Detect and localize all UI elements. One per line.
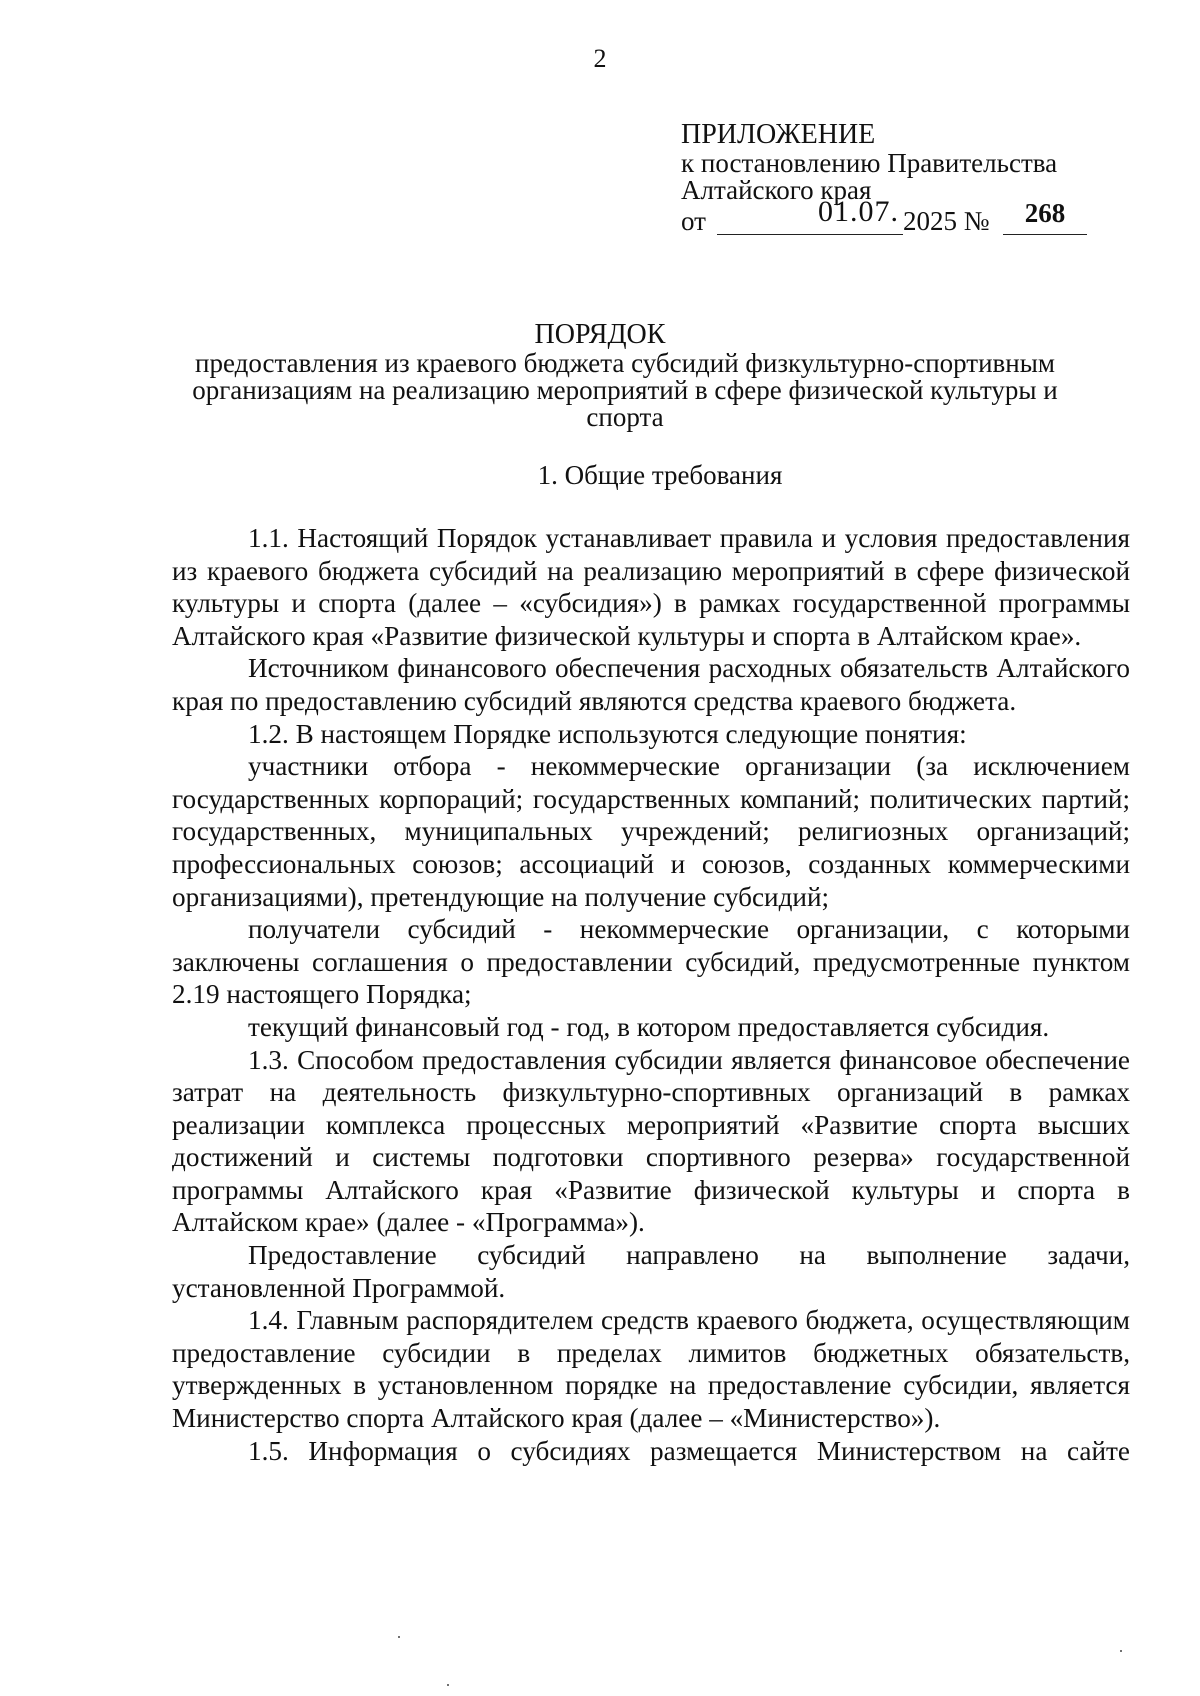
scan-speck: [447, 1684, 449, 1686]
paragraph: получатели субсидий - некоммерческие организации, с которыми заключены соглашения о предоставлении субсидий, предусмотренные пунктом 2.19 настоящего Порядка;: [172, 914, 1130, 1010]
paragraph: 1.3. Способом предоставления субсидии является финансовое обеспечение затрат на деятельность физкультурно-спортивных организаций в рамках реализации комплекса процессных мероприятий «Развитие спорта высших достижений и системы подготовки спортивного резерва» государственной программы Алтайского края «Развитие физической культуры и спорта в Алтайском крае» (далее - «Программа»).: [172, 1044, 1130, 1238]
number-field: [1003, 198, 1087, 235]
date-field: [717, 195, 903, 235]
appendix-title: ПРИЛОЖЕНИЕ: [681, 119, 876, 150]
page-number: 2: [593, 44, 607, 73]
scan-speck: [398, 1636, 400, 1638]
document-subtitle: предоставления из краевого бюджета субсидий физкультурно-спортивным организациям на реализацию мероприятий в сфере физической культуры и спорта: [192, 348, 1058, 432]
paragraph: 1.4. Главным распорядителем средств краевого бюджета, осуществляющим предоставление субсидии в пределах лимитов бюджетных обязательств, утвержденных в установленном порядке на предоставление субсидии, является Министерство спорта Алтайского края (далее – «Министерство»).: [172, 1305, 1130, 1434]
scan-speck: [1120, 1650, 1122, 1652]
paragraph: текущий финансовый год - год, в котором предоставляется субсидия.: [248, 1011, 1050, 1042]
appendix-line-2: Алтайского края: [681, 175, 872, 205]
year-label: 2025 №: [903, 206, 990, 236]
date-prefix: от: [681, 206, 706, 236]
appendix-date-line: [681, 195, 1101, 238]
paragraph: 1.1. Настоящий Порядок устанавливает правила и условия предоставления из краевого бюджета субсидий на реализацию мероприятий в сфере физической культуры и спорта (далее – «субсидия») в рамках государственной программы Алтайского края «Развитие физической культуры и спорта в Алтайском крае».: [172, 523, 1130, 651]
document-heading: ПОРЯДОК: [534, 319, 666, 350]
paragraph: 1.2. В настоящем Порядке используются следующие понятия:: [248, 718, 967, 749]
appendix-block: [681, 120, 1101, 238]
paragraph: 1.5. Информация о субсидиях размещается Министерством на сайте: [248, 1435, 1130, 1466]
date-value: 01.07.: [818, 195, 899, 228]
appendix-line-1: к постановлению Правительства: [681, 148, 1058, 178]
paragraph: Источником финансового обеспечения расходных обязательств Алтайского края по предоставлению субсидий являются средства краевого бюджета.: [172, 653, 1130, 716]
document-title: [0, 320, 1200, 431]
number-value: 268: [1024, 198, 1066, 228]
paragraph: участники отбора - некоммерческие организации (за исключением государственных корпораций; государственных компаний; политических партий; государственных, муниципальных учреждений; религиозных организаций; профессиональных союзов; ассоциаций и союзов, созданных коммерческими организациями), претендующие на получение субсидий;: [172, 751, 1130, 912]
section-heading: 1. Общие требования: [537, 460, 783, 490]
document-body: [172, 522, 1130, 1467]
paragraph: Предоставление субсидий направлено на выполнение задачи, установленной Программой.: [172, 1240, 1130, 1303]
